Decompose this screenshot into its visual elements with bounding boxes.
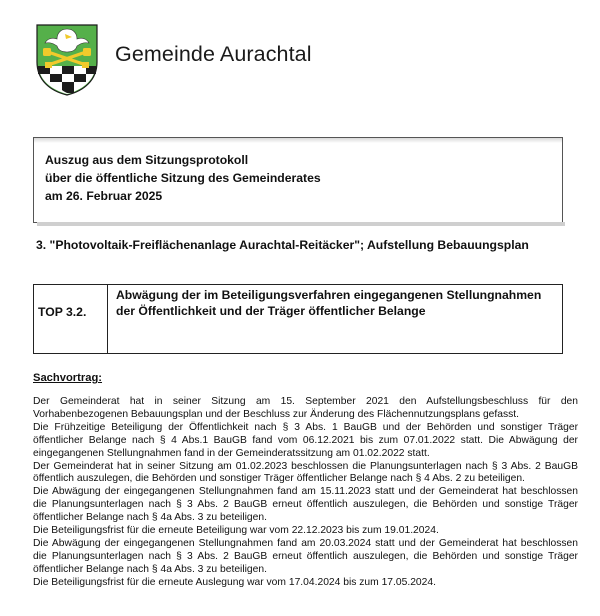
paragraph: Der Gemeinderat hat in seiner Sitzung am 01.02.2023 beschlossen die Planungsunterlagen nach § 3 Abs. 2 BauGB öffentlich auszulegen, die Behörden und sonstiger Träger öffentlicher Belange nach § 4 Abs. 2 zu beteiligen. [33, 460, 578, 485]
paragraph: Die Beteiligungsfrist für die erneute Auslegung war vom 17.04.2024 bis zum 17.05.2024. [33, 576, 436, 588]
paragraph: Die Frühzeitige Beteiligung der Öffentlichkeit nach § 3 Abs. 1 BauGB und der Behörden und sonstiger Träger öffentlicher Belange nach § 4 Abs.1 BauGB fand vom 06.12.2021 bis zum 07.01.2022 statt. Die Abwägung der eingegangenen Stellungnahmen fand in der Gemeinderatssitzung am 01.02.2022 statt. [33, 421, 578, 459]
paragraph: Die Abwägung der eingegangenen Stellungnahmen fand am 20.03.2024 statt und der Gemeinderat hat beschlossen die Planungsunterlagen nach § 3 Abs. 2 BauGB erneut öffentlich auszulegen, die Behörden und sonstige Träger öffentlicher Belange nach § 4a Abs. 3 zu beteiligen. [33, 537, 578, 575]
paragraph: Der Gemeinderat hat in seiner Sitzung am 15. September 2021 den Aufstellungsbeschluss für den Vorhabenbezogenen Bebauungsplan und der Beschluss zur Änderung des Flächennutzungsplans gefasst. [33, 396, 578, 420]
top-description: Abwägung der im Beteiligungsverfahren eingegangenen Stellungnahmen der Öffentlichkeit und der Träger öffentlicher Belange [116, 288, 542, 318]
excerpt-line-1: Auszug aus dem Sitzungsprotokoll [45, 153, 249, 167]
top-label-cell [34, 285, 108, 353]
section-heading: Sachvortrag: [33, 372, 103, 384]
protocol-excerpt-box [33, 137, 563, 223]
paragraph: Die Beteiligungsfrist für die erneute Beteiligung war vom 22.12.2023 bis zum 19.01.2024. [33, 525, 439, 537]
paragraph: Die Abwägung der eingegangenen Stellungnahmen fand am 15.11.2023 statt und der Gemeinderat hat beschlossen die Planungsunterlagen nach § 3 Abs. 2 BauGB erneut öffentlich auszulegen, die Behörden und sonstige Träger öffentlicher Belange nach § 4a Abs. 3 zu beteiligen. [33, 486, 578, 524]
excerpt-line-3: am 26. Februar 2025 [45, 189, 163, 203]
agenda-item-title: 3. "Photovoltaik-Freiflächenanlage Aurachtal-Reitäcker"; Aufstellung Bebauungsplan [36, 238, 529, 252]
municipality-name: Gemeinde Aurachtal [115, 42, 312, 66]
municipal-crest [36, 24, 98, 96]
top-table [33, 284, 563, 354]
section-body [33, 396, 578, 590]
excerpt-line-2: über die öffentliche Sitzung des Gemeinderates [45, 171, 321, 185]
top-number: TOP 3.2. [38, 305, 87, 319]
